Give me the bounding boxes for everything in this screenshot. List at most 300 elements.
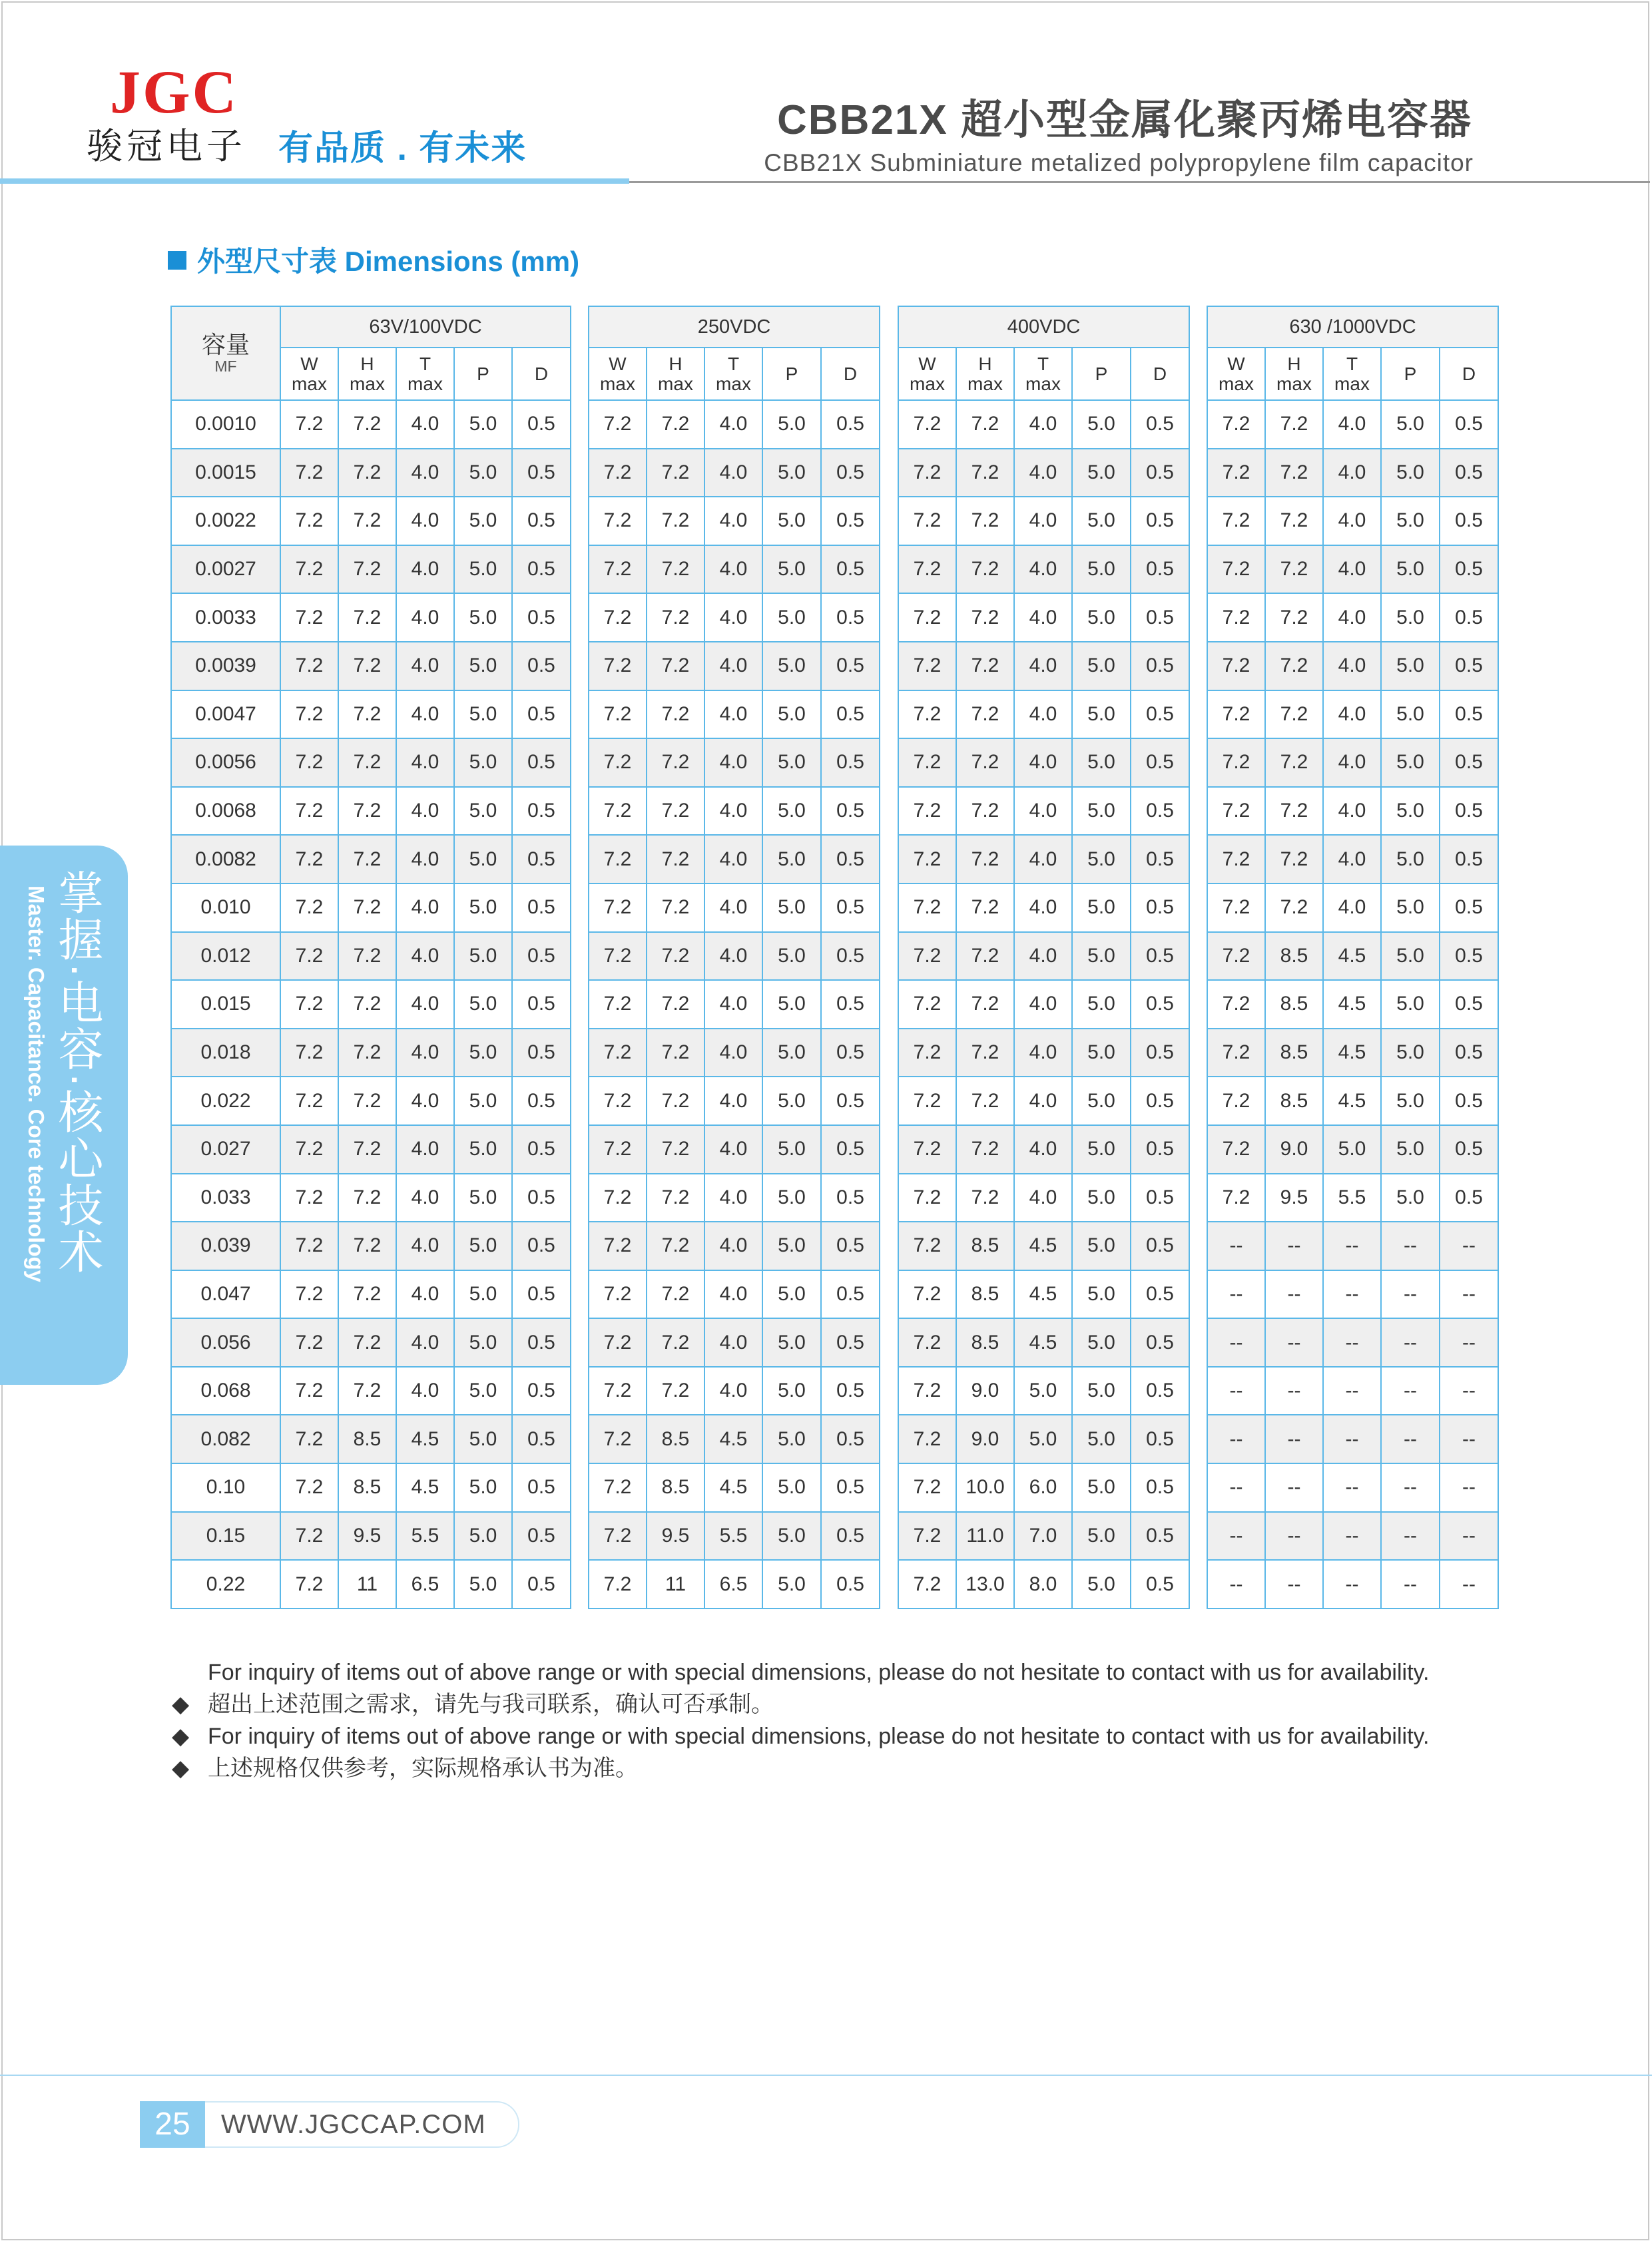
capacitance-cell: 0.027 — [171, 1125, 280, 1174]
table-row — [898, 1560, 1189, 1609]
website-link[interactable]: WWW.JGCCAP.COM — [221, 2110, 486, 2139]
cell-d: -- — [1440, 1318, 1498, 1367]
cell-t: 4.0 — [1014, 497, 1072, 545]
cell-p: 5.0 — [1381, 932, 1440, 981]
cell-d: 0.5 — [512, 1367, 571, 1415]
cell-h: 8.5 — [1265, 980, 1323, 1029]
cell-h: 10.0 — [956, 1463, 1014, 1512]
cell-d: 0.5 — [1440, 1174, 1498, 1222]
capacitance-cell: 0.10 — [171, 1463, 280, 1512]
cell-d: 0.5 — [821, 1222, 880, 1270]
capacitance-cell: 0.056 — [171, 1318, 280, 1367]
table-sub-header-row — [589, 348, 880, 400]
cell-h: 7.2 — [338, 1222, 396, 1270]
cell-d: 0.5 — [512, 1463, 571, 1512]
cell-d: -- — [1440, 1512, 1498, 1561]
cell-d: 0.5 — [512, 545, 571, 594]
table-row — [589, 1367, 880, 1415]
cell-t: 4.0 — [396, 787, 454, 836]
cell-d: 0.5 — [1131, 1318, 1189, 1367]
cell-t: 4.0 — [396, 883, 454, 932]
cell-p: -- — [1381, 1270, 1440, 1319]
cell-w: 7.2 — [280, 932, 338, 981]
cell-p: 5.0 — [1381, 835, 1440, 883]
cell-d: 0.5 — [512, 690, 571, 739]
cell-w: 7.2 — [1207, 642, 1265, 690]
cell-p: -- — [1381, 1512, 1440, 1561]
cell-d: -- — [1440, 1463, 1498, 1512]
cell-p: 5.0 — [1072, 545, 1131, 594]
cell-t: 4.0 — [1323, 883, 1381, 932]
cell-h: 8.5 — [1265, 932, 1323, 981]
cell-w: 7.2 — [280, 1463, 338, 1512]
cell-w: 7.2 — [589, 1463, 647, 1512]
table-group-header-row — [1207, 306, 1498, 348]
cell-p: 5.0 — [1072, 593, 1131, 642]
cell-d: 0.5 — [1440, 980, 1498, 1029]
cell-t: 4.0 — [704, 980, 762, 1029]
cell-h: 7.2 — [647, 738, 704, 787]
cell-t: 6.5 — [704, 1560, 762, 1609]
cell-p: 5.0 — [762, 400, 821, 449]
note-text: For inquiry of items out of above range or with special dimensions, please do not hesitate to contact with us for availability. — [208, 1724, 1430, 1749]
cell-d: 0.5 — [512, 787, 571, 836]
cell-d: -- — [1440, 1270, 1498, 1319]
table-row — [171, 1512, 571, 1561]
cell-w: 7.2 — [589, 1318, 647, 1367]
capacitance-cell: 0.012 — [171, 932, 280, 981]
note-line — [172, 1688, 1429, 1720]
cell-w: 7.2 — [589, 497, 647, 545]
cell-t: -- — [1323, 1318, 1381, 1367]
cell-w: 7.2 — [898, 980, 956, 1029]
cell-d: -- — [1440, 1415, 1498, 1463]
cell-d: 0.5 — [1440, 932, 1498, 981]
cell-d: 0.5 — [512, 400, 571, 449]
cell-p: 5.0 — [1072, 449, 1131, 497]
col-header-h: H max — [956, 348, 1014, 400]
cell-d: 0.5 — [1440, 449, 1498, 497]
cell-w: 7.2 — [898, 1222, 956, 1270]
cell-p: -- — [1381, 1415, 1440, 1463]
capacitance-cell: 0.0047 — [171, 690, 280, 739]
col-header-p: P — [762, 348, 821, 400]
cell-w: 7.2 — [1207, 1125, 1265, 1174]
cell-p: 5.0 — [454, 1077, 512, 1125]
cell-t: 4.5 — [1014, 1270, 1072, 1319]
cell-d: 0.5 — [512, 1415, 571, 1463]
cell-w: 7.2 — [1207, 738, 1265, 787]
cell-d: 0.5 — [512, 1077, 571, 1125]
cell-p: 5.0 — [1072, 1029, 1131, 1077]
capacitance-cell: 0.015 — [171, 980, 280, 1029]
cell-h: 7.2 — [338, 787, 396, 836]
cell-h: 7.2 — [647, 1077, 704, 1125]
cell-d: 0.5 — [1440, 1029, 1498, 1077]
cell-w: 7.2 — [898, 497, 956, 545]
cell-t: 4.0 — [396, 690, 454, 739]
cell-h: 7.2 — [338, 883, 396, 932]
cell-w: 7.2 — [280, 738, 338, 787]
table-row — [1207, 1077, 1498, 1125]
cell-h: 7.2 — [338, 400, 396, 449]
cell-w: 7.2 — [280, 400, 338, 449]
cell-d: 0.5 — [1440, 738, 1498, 787]
square-bullet-icon — [168, 251, 186, 270]
col-header-h: H max — [647, 348, 704, 400]
table-row — [1207, 980, 1498, 1029]
cell-p: 5.0 — [1381, 1029, 1440, 1077]
cell-t: 5.5 — [704, 1512, 762, 1561]
table-row — [1207, 545, 1498, 594]
cell-d: 0.5 — [1131, 642, 1189, 690]
cell-p: 5.0 — [1072, 1415, 1131, 1463]
table-row — [171, 932, 571, 981]
cell-w: 7.2 — [280, 1174, 338, 1222]
cell-w: 7.2 — [589, 400, 647, 449]
cell-p: 5.0 — [762, 545, 821, 594]
cell-w: 7.2 — [898, 787, 956, 836]
cell-p: 5.0 — [454, 1029, 512, 1077]
side-tab — [0, 846, 128, 1385]
table-row — [898, 400, 1189, 449]
cell-t: 4.0 — [704, 787, 762, 836]
cell-d: 0.5 — [821, 787, 880, 836]
cell-h: 7.2 — [1265, 449, 1323, 497]
dimensions-table-63v — [170, 306, 571, 1609]
cell-h: 7.2 — [647, 1174, 704, 1222]
cell-h: 7.2 — [1265, 545, 1323, 594]
capacitance-cell: 0.018 — [171, 1029, 280, 1077]
cell-h: 7.2 — [338, 980, 396, 1029]
cell-h: 9.0 — [956, 1367, 1014, 1415]
cell-w: 7.2 — [898, 1029, 956, 1077]
table-row — [1207, 1222, 1498, 1270]
table-row — [171, 1367, 571, 1415]
cell-h: 7.2 — [338, 1029, 396, 1077]
table-group-header-row — [589, 306, 880, 348]
cell-p: 5.0 — [1072, 932, 1131, 981]
table-row — [171, 1270, 571, 1319]
cell-t: 6.0 — [1014, 1463, 1072, 1512]
table-row — [171, 593, 571, 642]
cell-d: 0.5 — [512, 1560, 571, 1609]
cell-w: 7.2 — [280, 497, 338, 545]
side-tab-cn: 掌握·电容·核心技术 — [52, 870, 103, 1276]
cell-p: 5.0 — [454, 1512, 512, 1561]
cell-p: 5.0 — [1381, 497, 1440, 545]
cell-p: 5.0 — [762, 787, 821, 836]
cell-d: 0.5 — [821, 400, 880, 449]
cell-p: 5.0 — [762, 1125, 821, 1174]
table-row — [589, 497, 880, 545]
cell-p: 5.0 — [762, 690, 821, 739]
cell-p: 5.0 — [762, 1029, 821, 1077]
cell-d: 0.5 — [512, 642, 571, 690]
table-row — [898, 1367, 1189, 1415]
table-row — [1207, 497, 1498, 545]
cell-w: 7.2 — [589, 449, 647, 497]
table-row — [1207, 1270, 1498, 1319]
cell-h: 7.2 — [647, 787, 704, 836]
cell-p: 5.0 — [762, 1222, 821, 1270]
table-row — [898, 1270, 1189, 1319]
cell-p: 5.0 — [1072, 1125, 1131, 1174]
cell-h: 7.2 — [956, 738, 1014, 787]
cell-h: 7.2 — [338, 642, 396, 690]
cell-p: 5.0 — [762, 835, 821, 883]
cell-p: 5.0 — [454, 1125, 512, 1174]
voltage-group-label: 400VDC — [898, 306, 1189, 348]
table-row — [589, 883, 880, 932]
cell-t: 4.0 — [704, 835, 762, 883]
cell-t: 4.0 — [1014, 690, 1072, 739]
capacitance-cell: 0.047 — [171, 1270, 280, 1319]
capacitance-header — [171, 306, 280, 400]
cell-t: 4.0 — [396, 497, 454, 545]
cell-w: 7.2 — [589, 642, 647, 690]
cell-d: 0.5 — [1440, 1125, 1498, 1174]
cell-d: 0.5 — [821, 1367, 880, 1415]
cell-t: 4.0 — [396, 1270, 454, 1319]
table-row — [589, 1560, 880, 1609]
cell-t: 5.0 — [1014, 1415, 1072, 1463]
table-row — [1207, 738, 1498, 787]
cell-p: -- — [1381, 1367, 1440, 1415]
cell-w: 7.2 — [1207, 1077, 1265, 1125]
cell-t: 4.0 — [704, 1367, 762, 1415]
cell-p: 5.0 — [762, 642, 821, 690]
cell-t: 4.0 — [396, 1029, 454, 1077]
cell-d: 0.5 — [821, 1077, 880, 1125]
cell-d: 0.5 — [1440, 545, 1498, 594]
cell-w: -- — [1207, 1270, 1265, 1319]
cell-p: 5.0 — [762, 980, 821, 1029]
table-row — [1207, 1367, 1498, 1415]
cell-t: 4.0 — [704, 1174, 762, 1222]
table-row — [171, 835, 571, 883]
cell-d: 0.5 — [512, 497, 571, 545]
cell-p: 5.0 — [1072, 1077, 1131, 1125]
cell-w: 7.2 — [1207, 932, 1265, 981]
cell-p: 5.0 — [1381, 1125, 1440, 1174]
cell-w: 7.2 — [280, 980, 338, 1029]
cell-p: 5.0 — [762, 738, 821, 787]
cell-p: 5.0 — [454, 1367, 512, 1415]
cell-w: 7.2 — [280, 1318, 338, 1367]
cell-p: 5.0 — [454, 1174, 512, 1222]
cell-p: 5.0 — [1381, 883, 1440, 932]
cell-p: 5.0 — [454, 449, 512, 497]
cell-h: 7.2 — [956, 400, 1014, 449]
cell-t: 6.5 — [396, 1560, 454, 1609]
page-number: 25 — [140, 2101, 205, 2148]
cell-h: 11 — [338, 1560, 396, 1609]
cell-h: 9.5 — [647, 1512, 704, 1561]
cell-p: 5.0 — [454, 883, 512, 932]
cell-t: 4.0 — [1014, 545, 1072, 594]
cell-t: 4.0 — [1323, 738, 1381, 787]
cell-h: 7.2 — [338, 1367, 396, 1415]
table-row — [898, 1463, 1189, 1512]
cell-t: 5.0 — [1014, 1367, 1072, 1415]
cell-h: 7.2 — [956, 690, 1014, 739]
cell-t: 4.5 — [1014, 1318, 1072, 1367]
cell-t: 4.0 — [1014, 738, 1072, 787]
cell-t: 4.0 — [1014, 1077, 1072, 1125]
cell-t: 4.0 — [1014, 980, 1072, 1029]
table-row — [589, 1463, 880, 1512]
cell-h: 8.5 — [647, 1415, 704, 1463]
dimensions-table-250v — [588, 306, 880, 1609]
cell-h: 11.0 — [956, 1512, 1014, 1561]
cell-p: 5.0 — [1381, 690, 1440, 739]
capacitance-cell: 0.0027 — [171, 545, 280, 594]
cell-w: 7.2 — [1207, 593, 1265, 642]
cell-h: 7.2 — [647, 400, 704, 449]
cell-w: -- — [1207, 1560, 1265, 1609]
cell-t: 4.0 — [1323, 690, 1381, 739]
cell-t: 4.0 — [1014, 883, 1072, 932]
cell-t: 4.0 — [1323, 835, 1381, 883]
cell-w: 7.2 — [589, 1125, 647, 1174]
cell-t: 4.5 — [396, 1463, 454, 1512]
cell-w: 7.2 — [280, 545, 338, 594]
notes-block — [172, 1656, 1429, 1784]
cell-h: 7.2 — [338, 1125, 396, 1174]
cell-w: 7.2 — [1207, 980, 1265, 1029]
cell-p: 5.0 — [1381, 1174, 1440, 1222]
cell-h: 7.2 — [956, 932, 1014, 981]
cell-w: 7.2 — [1207, 497, 1265, 545]
cell-w: 7.2 — [280, 1222, 338, 1270]
cell-h: 7.2 — [956, 980, 1014, 1029]
capacitance-cell: 0.0082 — [171, 835, 280, 883]
cell-h: 11 — [647, 1560, 704, 1609]
cell-d: 0.5 — [1131, 400, 1189, 449]
cell-d: 0.5 — [1440, 593, 1498, 642]
cell-w: -- — [1207, 1222, 1265, 1270]
table-row — [898, 835, 1189, 883]
cell-w: 7.2 — [1207, 883, 1265, 932]
cell-d: 0.5 — [512, 883, 571, 932]
cell-h: 7.2 — [956, 883, 1014, 932]
cell-t: 4.0 — [396, 1125, 454, 1174]
cell-h: 7.2 — [647, 690, 704, 739]
cell-h: 7.2 — [338, 1318, 396, 1367]
cell-t: 5.5 — [1323, 1174, 1381, 1222]
cell-d: 0.5 — [512, 932, 571, 981]
table-row — [1207, 593, 1498, 642]
table-row — [1207, 883, 1498, 932]
col-header-d: D — [821, 348, 880, 400]
cell-d: 0.5 — [821, 1125, 880, 1174]
cell-t: 4.0 — [1323, 545, 1381, 594]
cell-p: 5.0 — [1381, 980, 1440, 1029]
cell-w: 7.2 — [280, 593, 338, 642]
table-row — [1207, 1512, 1498, 1561]
cell-t: 4.0 — [704, 449, 762, 497]
cell-p: -- — [1381, 1222, 1440, 1270]
table-row — [1207, 1560, 1498, 1609]
table-row — [171, 738, 571, 787]
cell-p: 5.0 — [762, 497, 821, 545]
cell-h: 8.5 — [647, 1463, 704, 1512]
capacitance-cell: 0.082 — [171, 1415, 280, 1463]
cell-h: 7.2 — [956, 787, 1014, 836]
cell-h: 7.2 — [956, 1174, 1014, 1222]
cell-h: 7.2 — [647, 545, 704, 594]
table-row — [171, 1222, 571, 1270]
cell-t: 4.5 — [1323, 932, 1381, 981]
cell-w: 7.2 — [589, 1222, 647, 1270]
cell-t: 4.0 — [704, 883, 762, 932]
cell-h: 13.0 — [956, 1560, 1014, 1609]
cell-w: 7.2 — [898, 1415, 956, 1463]
cell-t: -- — [1323, 1367, 1381, 1415]
cell-t: 4.0 — [396, 1174, 454, 1222]
capacitance-cell: 0.0068 — [171, 787, 280, 836]
cell-t: 4.0 — [396, 1318, 454, 1367]
cell-w: 7.2 — [898, 593, 956, 642]
cell-p: 5.0 — [454, 1463, 512, 1512]
cell-w: 7.2 — [280, 835, 338, 883]
cell-d: 0.5 — [1131, 1367, 1189, 1415]
cell-t: 4.0 — [704, 642, 762, 690]
table-row — [898, 690, 1189, 739]
cell-d: 0.5 — [821, 1560, 880, 1609]
capacitance-cell: 0.068 — [171, 1367, 280, 1415]
cell-w: 7.2 — [898, 1077, 956, 1125]
cell-t: 4.5 — [704, 1415, 762, 1463]
cell-w: 7.2 — [589, 787, 647, 836]
cell-d: 0.5 — [1440, 883, 1498, 932]
cell-p: 5.0 — [1072, 1560, 1131, 1609]
table-row — [898, 883, 1189, 932]
table-row — [589, 1125, 880, 1174]
table-row — [171, 690, 571, 739]
cell-h: 7.2 — [1265, 593, 1323, 642]
cell-w: 7.2 — [1207, 690, 1265, 739]
cell-d: 0.5 — [821, 1415, 880, 1463]
cell-w: 7.2 — [589, 883, 647, 932]
cell-h: -- — [1265, 1415, 1323, 1463]
cell-p: 5.0 — [454, 1415, 512, 1463]
diamond-bullet-icon: ◆ — [172, 1724, 190, 1749]
cell-t: 4.0 — [704, 400, 762, 449]
cell-t: 4.0 — [1014, 593, 1072, 642]
table-row — [589, 980, 880, 1029]
table-row — [589, 400, 880, 449]
cell-t: 4.0 — [396, 932, 454, 981]
table-row — [1207, 1415, 1498, 1463]
cell-w: 7.2 — [898, 1560, 956, 1609]
cell-t: 4.0 — [1014, 1125, 1072, 1174]
cell-p: 5.0 — [1072, 1222, 1131, 1270]
table-row — [898, 1125, 1189, 1174]
cell-h: 8.5 — [338, 1415, 396, 1463]
cell-w: 7.2 — [898, 545, 956, 594]
cell-t: -- — [1323, 1415, 1381, 1463]
table-row — [589, 1077, 880, 1125]
cell-d: 0.5 — [821, 497, 880, 545]
section-heading — [168, 248, 579, 276]
cell-w: 7.2 — [589, 738, 647, 787]
cell-p: 5.0 — [1381, 787, 1440, 836]
table-sub-header-row — [1207, 348, 1498, 400]
page-title-en: CBB21X Subminiature metalized polypropylene film capacitor — [764, 149, 1474, 176]
cell-w: 7.2 — [280, 1125, 338, 1174]
